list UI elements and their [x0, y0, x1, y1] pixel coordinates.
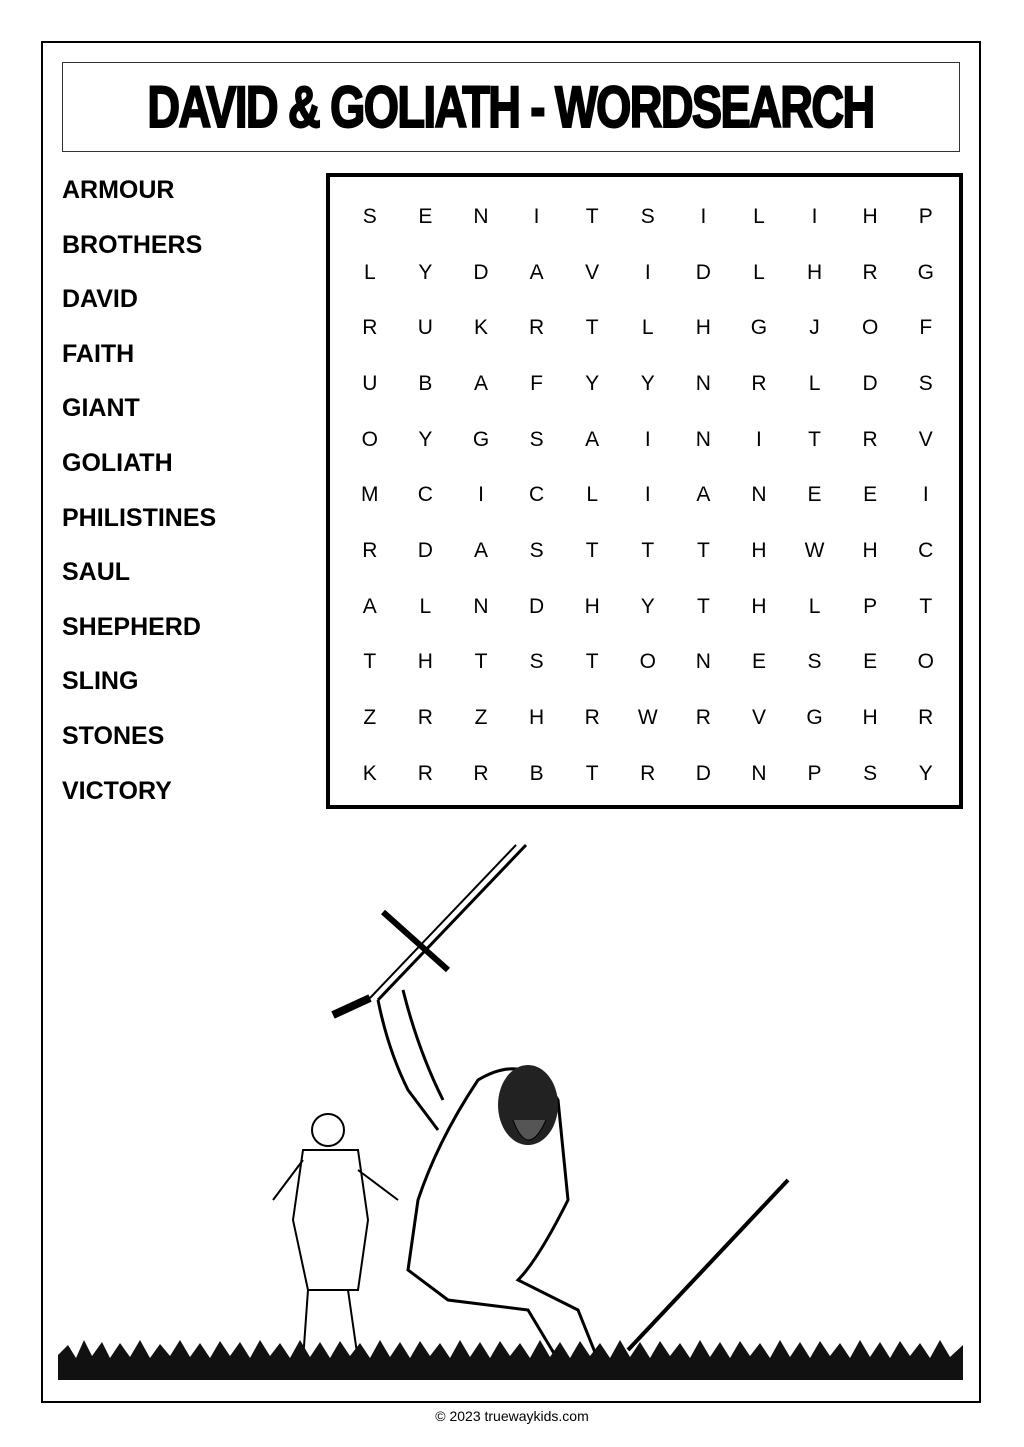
grid-cell[interactable]: O [361, 427, 378, 451]
word-list-item: VICTORY [62, 776, 172, 805]
word-list-item: GIANT [62, 394, 140, 423]
word-list-item: SHEPHERD [62, 612, 201, 641]
grid-cell[interactable]: H [862, 204, 878, 228]
grid-cell[interactable]: M [361, 483, 379, 507]
grid-cell[interactable]: E [751, 650, 766, 674]
word-list-item: BROTHERS [62, 230, 203, 259]
grid-cell[interactable]: A [529, 260, 544, 284]
grid-cell[interactable]: N [695, 650, 711, 674]
word-list-item: SLING [62, 667, 139, 696]
grid-cell[interactable]: H [806, 260, 823, 284]
grid-cell[interactable]: H [417, 650, 433, 674]
grid-cell[interactable]: I [644, 260, 651, 284]
grid-cell[interactable]: P [807, 761, 822, 785]
letter-grid-box [326, 173, 963, 809]
grid-cell[interactable]: E [807, 483, 822, 507]
letter-grid [342, 189, 954, 802]
grid-cell[interactable]: N [695, 427, 711, 451]
grid-cell[interactable]: A [696, 483, 711, 507]
grid-cell[interactable]: N [751, 761, 767, 785]
grid-cell[interactable]: R [417, 706, 433, 730]
grid-cell[interactable]: N [695, 371, 711, 395]
grid-cell[interactable]: I [811, 204, 818, 228]
grid-cell[interactable]: D [528, 594, 545, 618]
grid-cell[interactable]: A [362, 594, 377, 618]
grid-cell[interactable]: Z [474, 706, 488, 730]
grid-cell[interactable]: I [478, 483, 484, 507]
grid-cell[interactable]: H [695, 316, 711, 340]
grid-cell[interactable]: G [472, 427, 490, 451]
grid-cell[interactable]: T [641, 538, 655, 562]
word-list-item: ARMOUR [62, 176, 175, 204]
grid-cell[interactable]: R [695, 706, 711, 730]
grid-cell[interactable]: E [863, 650, 878, 674]
word-list-item: STONES [62, 721, 165, 750]
grid-cell[interactable]: P [918, 204, 933, 228]
grid-cell[interactable]: T [585, 204, 599, 228]
grid-cell[interactable]: R [862, 427, 878, 451]
word-list-item: PHILISTINES [62, 503, 217, 532]
grid-cell[interactable]: T [474, 650, 488, 674]
grid-cell[interactable]: L [808, 371, 821, 395]
grid-cell[interactable]: S [529, 427, 544, 451]
grid-cell[interactable]: U [417, 316, 433, 340]
grid-cell[interactable]: D [695, 761, 711, 785]
grid-cell[interactable]: S [529, 538, 544, 562]
grid-cell[interactable]: T [919, 594, 933, 618]
grid-cell[interactable]: S [640, 204, 655, 228]
grid-cell[interactable]: N [751, 483, 767, 507]
grid-cell[interactable]: L [363, 260, 376, 284]
word-list-item: GOLIATH [62, 448, 173, 477]
grid-cell[interactable]: L [808, 594, 821, 618]
grid-cell[interactable]: U [362, 371, 378, 395]
grid-cell[interactable]: A [473, 371, 488, 395]
grid-cell[interactable]: Y [418, 427, 433, 451]
grid-cell[interactable]: B [418, 371, 433, 395]
grid-cell[interactable]: H [584, 594, 600, 618]
grid-cell[interactable]: E [863, 483, 878, 507]
grid-cell[interactable]: C [528, 483, 545, 507]
grid-cell[interactable]: R [584, 706, 600, 730]
grid-cell[interactable]: E [418, 204, 433, 228]
grid-cell[interactable]: Z [363, 706, 377, 730]
grid-cell[interactable]: F [530, 371, 543, 395]
grid-cell[interactable]: T [696, 594, 710, 618]
grid-cell[interactable]: L [586, 483, 599, 507]
grid-cell[interactable]: D [473, 260, 489, 284]
grid-cell[interactable]: I [644, 483, 651, 507]
word-list-item: FAITH [62, 339, 135, 368]
grid-cell[interactable]: A [473, 538, 488, 562]
grid-cell[interactable]: W [804, 538, 825, 562]
grid-cell[interactable]: O [861, 316, 879, 340]
grid-cell[interactable]: G [750, 316, 768, 340]
grid-cell[interactable]: S [362, 204, 377, 228]
grid-cell[interactable]: S [529, 650, 544, 674]
grid-cell[interactable]: Y [585, 371, 600, 395]
grid-cell[interactable]: Y [918, 761, 933, 785]
grid-cell[interactable]: G [806, 706, 823, 730]
grid-cell[interactable]: V [918, 427, 933, 451]
grid-cell[interactable]: B [529, 761, 544, 785]
grid-cell[interactable]: H [862, 538, 878, 562]
grid-cell[interactable]: R [362, 538, 378, 562]
grid-cell[interactable]: T [696, 538, 710, 562]
grid-cell[interactable]: Y [640, 371, 655, 395]
grid-cell[interactable]: D [862, 371, 878, 395]
grid-cell[interactable]: T [363, 650, 377, 674]
grid-cell[interactable]: K [362, 761, 377, 785]
grid-cell[interactable]: T [585, 316, 599, 340]
grid-cell[interactable]: P [863, 594, 878, 618]
grid-cell[interactable]: C [918, 538, 934, 562]
david-goliath-illustration [58, 840, 963, 1380]
grid-cell[interactable]: R [862, 260, 878, 284]
grid-cell[interactable]: I [756, 427, 762, 451]
grid-cell[interactable]: L [753, 260, 765, 284]
grid-cell[interactable]: C [417, 483, 433, 507]
word-list-item: DAVID [62, 285, 138, 314]
grid-cell[interactable]: V [751, 706, 766, 730]
grid-cell[interactable]: I [700, 204, 707, 228]
grid-cell[interactable]: S [807, 650, 822, 674]
grid-cell[interactable]: O [639, 650, 656, 674]
word-list-item: SAUL [62, 558, 131, 587]
grid-cell[interactable]: V [585, 260, 600, 284]
grid-cell[interactable]: T [585, 650, 599, 674]
grid-cell[interactable]: T [585, 538, 599, 562]
grid-cell[interactable]: W [637, 706, 658, 730]
grid-cell[interactable]: I [533, 204, 540, 228]
grid-cell[interactable]: I [644, 427, 651, 451]
grid-cell[interactable]: D [695, 260, 711, 284]
title-box [62, 62, 960, 152]
grid-cell[interactable]: H [751, 538, 767, 562]
grid-cell[interactable]: J [809, 316, 820, 340]
grid-cell[interactable]: R [918, 706, 934, 730]
grid-cell[interactable]: R [528, 316, 545, 340]
grid-cell[interactable]: N [473, 594, 489, 618]
grid-cell[interactable]: S [863, 761, 878, 785]
grid-cell[interactable]: R [640, 761, 656, 785]
page-title: DAVID & GOLIATH - WORDSEARCH [147, 74, 875, 140]
grid-cell[interactable]: R [417, 761, 433, 785]
grid-cell[interactable]: A [585, 427, 600, 451]
grid-cell[interactable]: H [862, 706, 878, 730]
word-list [62, 172, 312, 827]
copyright-footer: © 2023 truewaykids.com [435, 1408, 589, 1424]
grid-cell[interactable]: T [808, 427, 821, 451]
grid-cell[interactable]: Y [418, 260, 433, 284]
grid-cell[interactable]: L [753, 204, 765, 228]
grid-cell[interactable]: F [919, 316, 933, 340]
grid-cell[interactable]: T [585, 761, 599, 785]
grid-cell[interactable]: O [917, 650, 934, 674]
grid-cell[interactable]: L [641, 316, 654, 340]
grid-cell[interactable]: N [473, 204, 489, 228]
grid-cell[interactable]: H [751, 594, 767, 618]
grid-cell[interactable]: R [473, 761, 489, 785]
grid-cell[interactable]: S [918, 371, 933, 395]
grid-cell[interactable]: K [473, 316, 488, 340]
grid-cell[interactable]: D [417, 538, 433, 562]
grid-cell[interactable]: L [419, 594, 432, 618]
grid-cell[interactable]: H [528, 706, 545, 730]
grid-cell[interactable]: Y [640, 594, 655, 618]
grid-cell[interactable]: G [917, 260, 934, 284]
grid-cell[interactable]: R [751, 371, 767, 395]
grid-cell[interactable]: R [362, 316, 378, 340]
grid-cell[interactable]: I [922, 483, 929, 507]
